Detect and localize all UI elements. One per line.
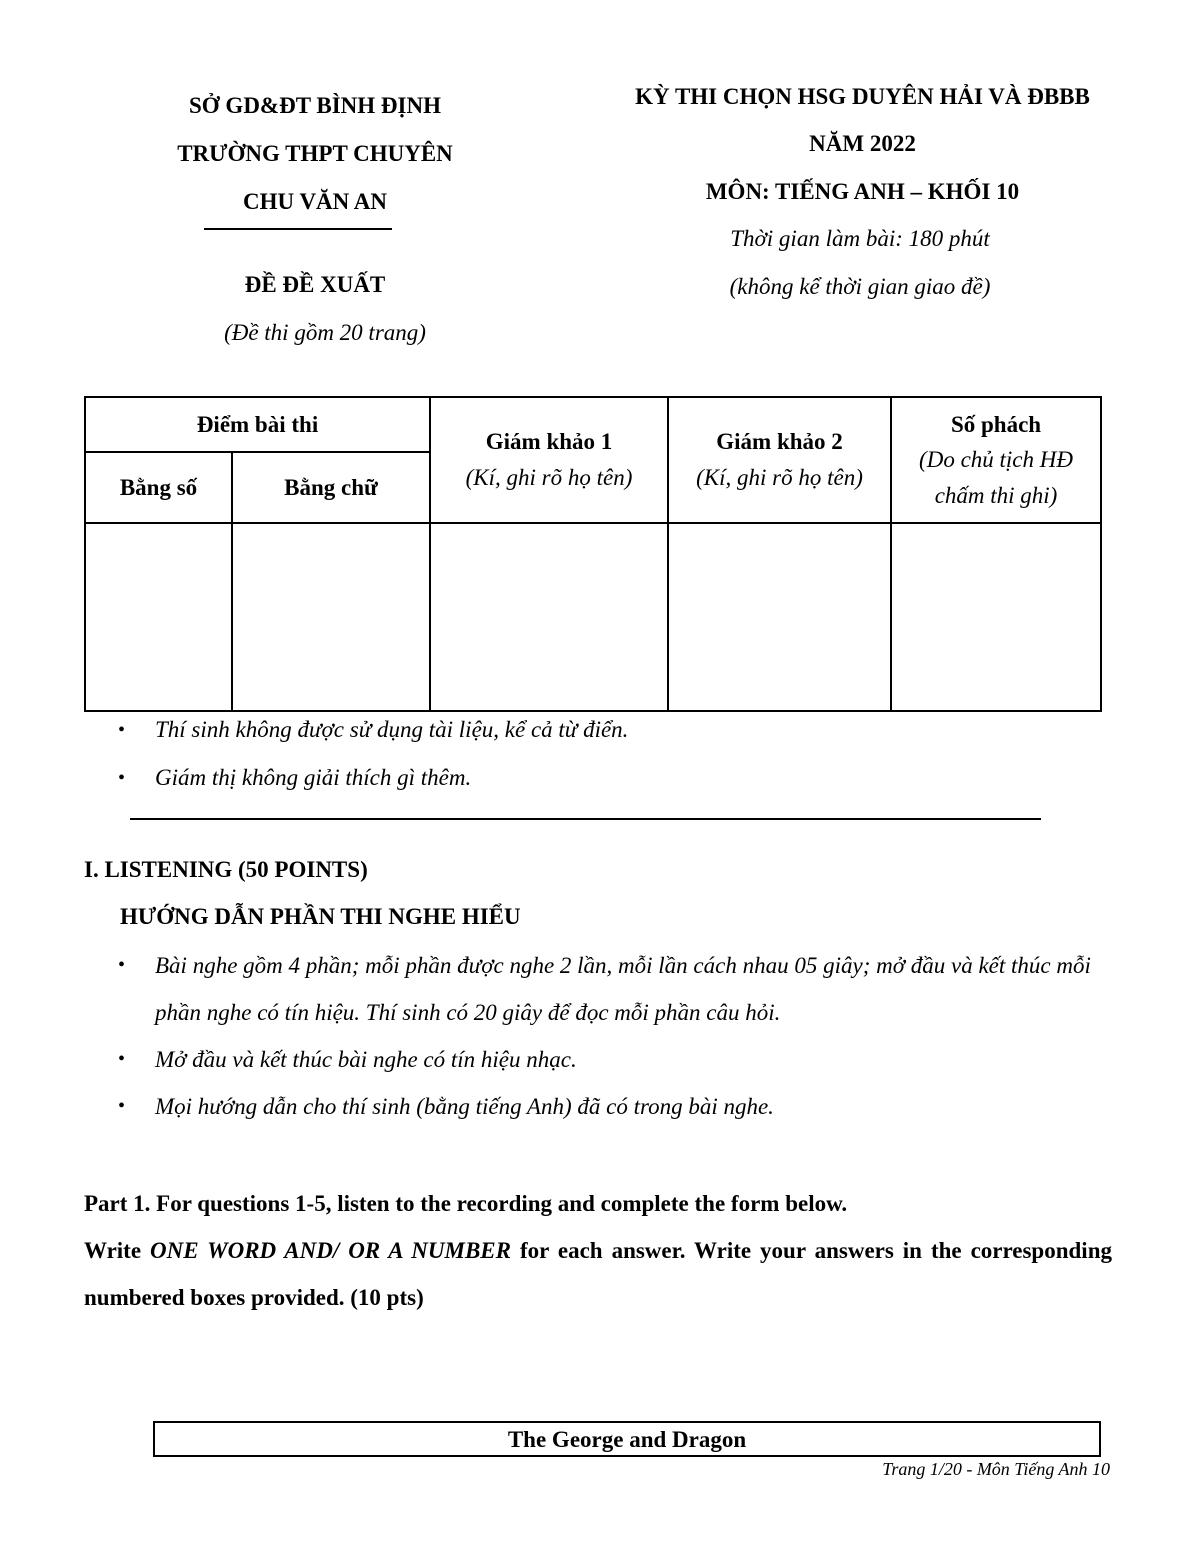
part1-line2: Write ONE WORD AND/ OR A NUMBER for each answer. Write your answers in the corresponding numbered boxes provided. (10 pts): [84, 1238, 1112, 1310]
score-number-cell[interactable]: [85, 523, 232, 711]
bullet-icon: •: [118, 719, 126, 741]
part1-line1: Part 1. For questions 1-5, listen to the recording and complete the form below.: [84, 1191, 848, 1216]
section-title: I. LISTENING (50 POINTS): [84, 857, 368, 882]
score-words-header: Bằng chữ: [232, 452, 430, 523]
code-title: Số phách: [950, 411, 1042, 437]
listening-guide-title: HƯỚNG DẪN PHẦN THI NGHE HIỂU: [120, 904, 521, 929]
department-name: SỞ GD&ĐT BÌNH ĐỊNH: [189, 93, 441, 118]
examiner1-note: (Kí, ghi rõ họ tên): [465, 465, 633, 490]
exam-time: Thời gian làm bài: 180 phút: [730, 226, 990, 251]
rule-item: • Thí sinh không được sử dụng tài liệu, kể cả từ điển.: [118, 706, 1098, 754]
pages-note: (Đề thi gồm 20 trang): [224, 320, 426, 345]
code-note-line1: (Do chủ tịch HĐ: [919, 447, 1073, 473]
examiner2-cell[interactable]: [668, 523, 891, 711]
guide-item: • Mở đầu và kết thúc bài nghe có tín hiệu nhạc.: [118, 1036, 1108, 1083]
listening-guide: [118, 942, 1108, 1130]
exam-time-note: (không kể thời gian giao đề): [729, 274, 991, 299]
bullet-icon: •: [118, 767, 126, 789]
score-header: Điểm bài thi: [85, 397, 430, 452]
school-name: TRƯỜNG THPT CHUYÊN: [177, 141, 453, 166]
examiner2-title: Giám khảo 2: [716, 429, 843, 455]
exam-rules: [118, 706, 1098, 802]
exam-type: ĐỀ ĐỀ XUẤT: [244, 272, 386, 297]
part1-instructions: [84, 1180, 1112, 1321]
score-table: [84, 396, 1102, 712]
separator-rule: [130, 818, 1041, 820]
score-number-header: Bằng số: [85, 452, 232, 523]
examiner1-header: [430, 397, 668, 523]
page-footer: Trang 1/20 - Môn Tiếng Anh 10: [882, 1459, 1110, 1479]
exam-year: NĂM 2022: [809, 131, 916, 156]
form-title: The George and Dragon: [153, 1421, 1101, 1457]
bullet-icon: •: [118, 1048, 126, 1070]
score-words-cell[interactable]: [232, 523, 430, 711]
code-note-line2: chấm thi ghi): [934, 482, 1058, 508]
header-left: [110, 82, 520, 226]
examiner2-header: [668, 397, 891, 523]
examiner2-note: (Kí, ghi rõ họ tên): [696, 465, 863, 490]
school-name-line2: CHU VĂN AN: [243, 189, 387, 214]
rule-item: • Giám thị không giải thích gì thêm.: [118, 754, 1098, 802]
exam-title: KỲ THI CHỌN HSG DUYÊN HẢI VÀ ĐBBB: [635, 84, 1090, 109]
header-left-rule: [204, 228, 392, 230]
exam-subject: MÔN: TIẾNG ANH – KHỐI 10: [705, 179, 1020, 204]
guide-item: • Bài nghe gồm 4 phần; mỗi phần được nghe 2 lần, mỗi lần cách nhau 05 giây; mở đầu và kết thúc mỗi phần nghe có tín hiệu. Thí sinh có 20 giây để đọc mỗi phần câu hỏi.: [118, 942, 1108, 1036]
examiner1-title: Giám khảo 1: [485, 429, 613, 455]
bullet-icon: •: [118, 954, 126, 976]
guide-item: • Mọi hướng dẫn cho thí sinh (bằng tiếng Anh) đã có trong bài nghe.: [118, 1083, 1108, 1130]
examiner1-cell[interactable]: [430, 523, 668, 711]
code-cell[interactable]: [891, 523, 1101, 711]
code-header: [891, 397, 1101, 523]
part1-emphasis: ONE WORD AND/ OR A NUMBER: [150, 1238, 511, 1263]
bullet-icon: •: [118, 1095, 126, 1117]
